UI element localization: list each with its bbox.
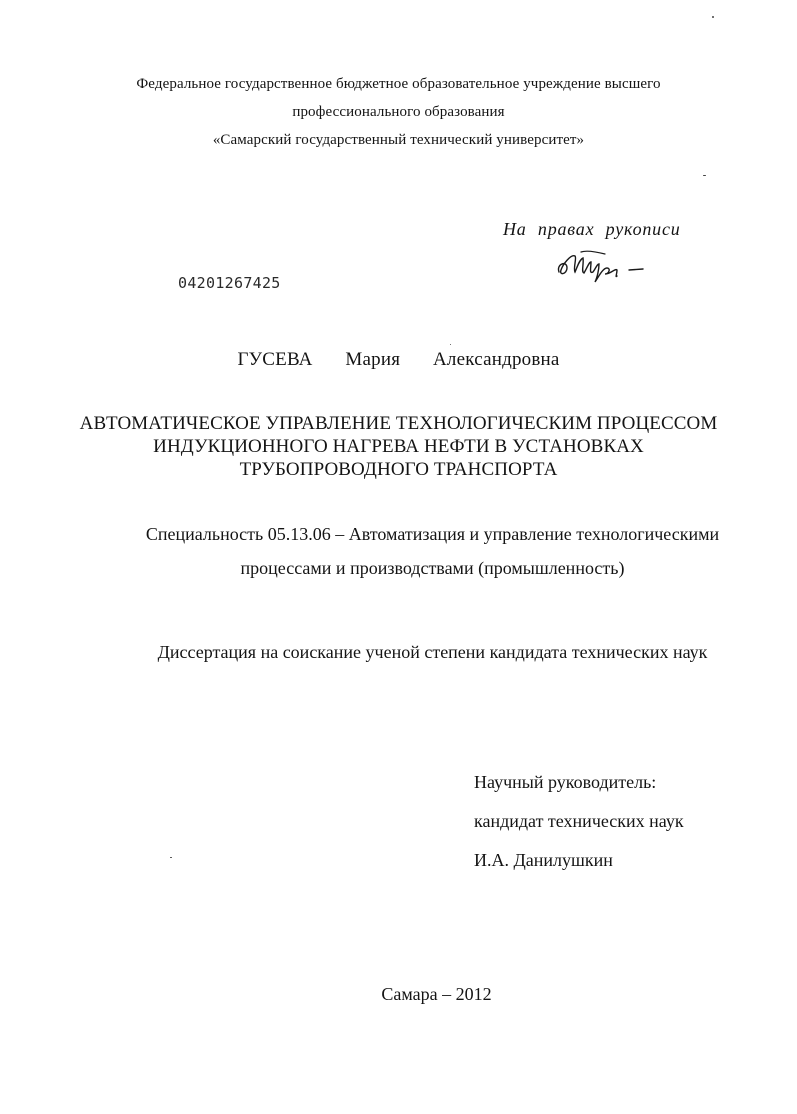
institution-header — [0, 70, 797, 154]
thesis-title-line-1: АВТОМАТИЧЕСКОЕ УПРАВЛЕНИЕ ТЕХНОЛОГИЧЕСКИМ ПРОЦЕССОМ — [79, 413, 718, 434]
institution-line-1: Федеральное государственное бюджетное образовательное учреждение высшего — [136, 76, 661, 92]
catalog-number: 04201267425 — [178, 274, 281, 292]
scan-speck — [450, 344, 451, 345]
specialty-line-2: процессами и производствами (промышленность) — [240, 558, 625, 578]
thesis-title-line-2: ИНДУКЦИОННОГО НАГРЕВА НЕФТИ В УСТАНОВКАХ — [153, 436, 644, 457]
supervisor-role: Научный руководитель: — [474, 772, 657, 792]
thesis-title — [0, 412, 797, 481]
supervisor-name: И.А. Данилушкин — [474, 850, 613, 870]
scan-speck — [712, 16, 714, 18]
specialty — [0, 517, 797, 585]
author-name: ГУСЕВА Мария Александровна — [237, 349, 560, 370]
signature-icon — [553, 246, 653, 286]
manuscript-rights-note: На правах рукописи — [503, 219, 681, 239]
specialty-line-1: Специальность 05.13.06 – Автоматизация и управление технологическими — [145, 524, 720, 544]
place-year: Самара – 2012 — [381, 984, 492, 1004]
thesis-title-line-3: ТРУБОПРОВОДНОГО ТРАНСПОРТА — [239, 459, 558, 480]
supervisor-degree: кандидат технических наук — [474, 811, 684, 831]
institution-line-2: профессионального образования — [292, 104, 505, 120]
degree-statement: Диссертация на соискание ученой степени кандидата технических наук — [157, 642, 708, 662]
supervisor-block — [474, 763, 684, 880]
institution-line-3: «Самарский государственный технический университет» — [212, 132, 585, 148]
scan-speck — [170, 857, 172, 858]
scan-speck — [703, 175, 706, 176]
